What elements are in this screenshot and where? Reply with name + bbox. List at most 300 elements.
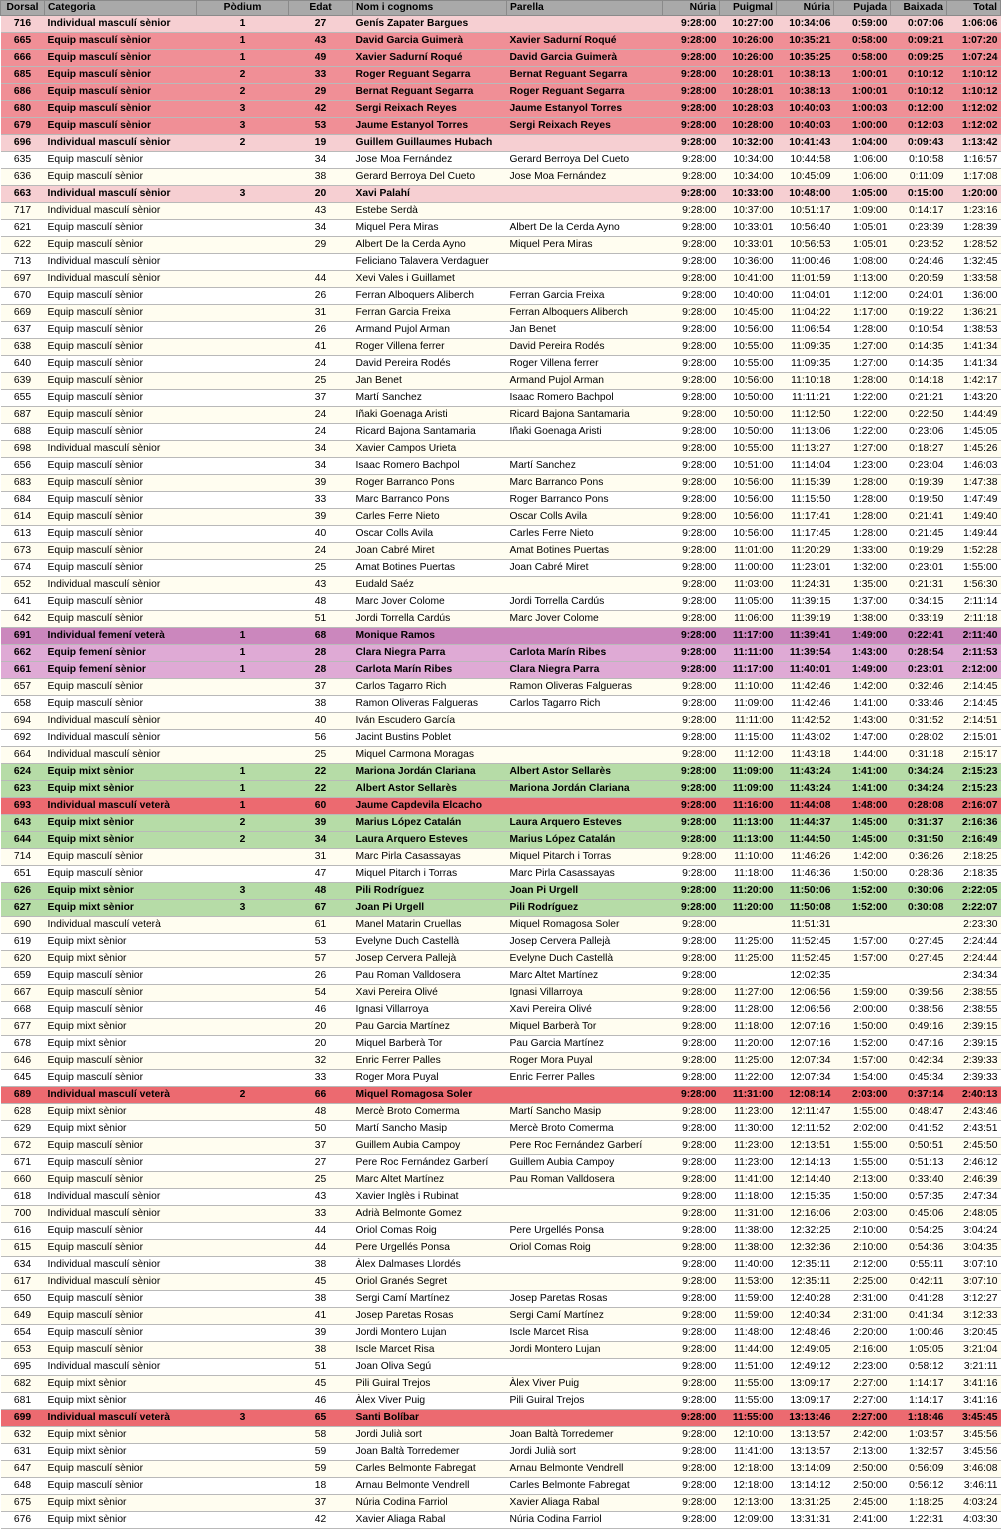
cell-pujada: 2:16:00 [834, 1342, 891, 1359]
cell-nuria-start: 9:28:00 [663, 1410, 720, 1427]
cell-nuria-finish: 13:31:31 [777, 1512, 834, 1529]
cell-nuria-finish: 12:14:40 [777, 1172, 834, 1189]
cell-baixada: 0:41:52 [891, 1121, 947, 1138]
cell-nom: Carlota Marín Ribes [353, 662, 507, 679]
cell-pujada: 1:49:00 [834, 662, 891, 679]
cell-dorsal: 656 [1, 458, 45, 475]
cell-edat: 67 [289, 900, 353, 917]
cell-podium [197, 866, 289, 883]
cell-baixada: 1:18:46 [891, 1410, 947, 1427]
cell-edat: 48 [289, 594, 353, 611]
cell-puigmal: 11:31:00 [720, 1087, 777, 1104]
table-row [1, 1121, 1001, 1138]
cell-podium [197, 1104, 289, 1121]
cell-puigmal: 11:18:00 [720, 1019, 777, 1036]
cell-dorsal: 664 [1, 747, 45, 764]
cell-pujada: 1:13:00 [834, 271, 891, 288]
cell-baixada: 0:21:21 [891, 390, 947, 407]
cell-dorsal: 645 [1, 1070, 45, 1087]
cell-nuria-finish: 13:09:17 [777, 1376, 834, 1393]
cell-total: 2:16:36 [947, 815, 1001, 832]
cell-dorsal: 613 [1, 526, 45, 543]
cell-nom: Amat Botines Puertas [353, 560, 507, 577]
cell-pujada: 1:22:00 [834, 424, 891, 441]
cell-puigmal: 10:26:00 [720, 50, 777, 67]
table-row [1, 152, 1001, 169]
cell-baixada: 0:33:19 [891, 611, 947, 628]
cell-puigmal: 11:55:00 [720, 1376, 777, 1393]
cell-puigmal: 11:53:00 [720, 1274, 777, 1291]
cell-edat: 33 [289, 1070, 353, 1087]
cell-nuria-start: 9:28:00 [663, 577, 720, 594]
cell-dorsal: 624 [1, 764, 45, 781]
cell-nuria-finish: 11:39:41 [777, 628, 834, 645]
cell-pujada: 1:12:00 [834, 288, 891, 305]
cell-puigmal: 10:51:00 [720, 458, 777, 475]
cell-nuria-start: 9:28:00 [663, 543, 720, 560]
cell-pujada: 1:44:00 [834, 747, 891, 764]
table-row [1, 390, 1001, 407]
header-edat: Edat [289, 1, 353, 16]
cell-parella [507, 1206, 663, 1223]
cell-nuria-start: 9:28:00 [663, 390, 720, 407]
cell-baixada [891, 917, 947, 934]
cell-podium: 3 [197, 900, 289, 917]
table-row [1, 1291, 1001, 1308]
table-row [1, 628, 1001, 645]
cell-nom: Xavi Palahí [353, 186, 507, 203]
table-row [1, 1206, 1001, 1223]
cell-puigmal: 11:01:00 [720, 543, 777, 560]
cell-nuria-finish: 12:49:05 [777, 1342, 834, 1359]
cell-edat: 56 [289, 730, 353, 747]
cell-baixada: 1:14:17 [891, 1376, 947, 1393]
cell-categoria: Equip masculí sènior [45, 305, 197, 322]
table-row [1, 1257, 1001, 1274]
cell-edat: 28 [289, 662, 353, 679]
cell-edat: 39 [289, 1325, 353, 1342]
cell-baixada: 0:28:08 [891, 798, 947, 815]
cell-pujada: 2:10:00 [834, 1240, 891, 1257]
cell-edat: 24 [289, 407, 353, 424]
cell-parella: Josep Cervera Pallejà [507, 934, 663, 951]
table-row [1, 356, 1001, 373]
cell-categoria: Individual masculí sènior [45, 1257, 197, 1274]
table-row [1, 1461, 1001, 1478]
cell-puigmal: 11:13:00 [720, 815, 777, 832]
cell-nom: Ignasi Villarroya [353, 1002, 507, 1019]
cell-categoria: Equip mixt sènior [45, 1019, 197, 1036]
cell-nuria-start: 9:28:00 [663, 798, 720, 815]
cell-podium: 3 [197, 883, 289, 900]
cell-categoria: Individual masculí veterà [45, 917, 197, 934]
cell-categoria: Equip mixt sènior [45, 1512, 197, 1529]
cell-nuria-start: 9:28:00 [663, 322, 720, 339]
cell-nuria-start: 9:28:00 [663, 645, 720, 662]
cell-parella: Martí Sancho Masip [507, 1104, 663, 1121]
table-row [1, 1036, 1001, 1053]
cell-categoria: Individual masculí sènior [45, 747, 197, 764]
cell-nuria-finish: 11:42:46 [777, 679, 834, 696]
cell-edat: 59 [289, 1444, 353, 1461]
table-row [1, 492, 1001, 509]
cell-nuria-start: 9:28:00 [663, 67, 720, 84]
cell-parella: Jordi Torrella Cardús [507, 594, 663, 611]
table-row [1, 322, 1001, 339]
cell-baixada: 0:23:52 [891, 237, 947, 254]
cell-categoria: Equip masculí sènior [45, 1342, 197, 1359]
cell-nom: Ricard Bajona Santamaria [353, 424, 507, 441]
cell-total: 2:11:53 [947, 645, 1001, 662]
cell-categoria: Equip masculí sènior [45, 152, 197, 169]
cell-dorsal: 626 [1, 883, 45, 900]
cell-puigmal: 11:38:00 [720, 1223, 777, 1240]
cell-dorsal: 660 [1, 1172, 45, 1189]
cell-baixada: 0:21:31 [891, 577, 947, 594]
cell-nuria-start: 9:28:00 [663, 679, 720, 696]
cell-categoria: Equip masculí sènior [45, 1002, 197, 1019]
cell-dorsal: 678 [1, 1036, 45, 1053]
cell-pujada: 1:28:00 [834, 509, 891, 526]
cell-nom: Oriol Comas Roig [353, 1223, 507, 1240]
cell-pujada: 1:50:00 [834, 866, 891, 883]
table-row [1, 1495, 1001, 1512]
cell-edat: 37 [289, 1138, 353, 1155]
cell-edat: 18 [289, 1478, 353, 1495]
cell-total: 2:48:05 [947, 1206, 1001, 1223]
cell-categoria: Individual masculí sènior [45, 1359, 197, 1376]
cell-pujada: 2:03:00 [834, 1087, 891, 1104]
cell-podium [197, 611, 289, 628]
header-nom: Nom i cognoms [353, 1, 507, 16]
cell-categoria: Equip masculí sènior [45, 696, 197, 713]
cell-categoria: Equip masculí sènior [45, 1138, 197, 1155]
cell-edat: 40 [289, 526, 353, 543]
table-row [1, 203, 1001, 220]
cell-nuria-start: 9:28:00 [663, 118, 720, 135]
cell-categoria: Individual masculí sènior [45, 1189, 197, 1206]
cell-pujada: 2:27:00 [834, 1393, 891, 1410]
cell-dorsal: 697 [1, 271, 45, 288]
cell-parella: Pili Rodríguez [507, 900, 663, 917]
cell-nuria-finish: 11:44:50 [777, 832, 834, 849]
cell-categoria: Equip mixt sènior [45, 900, 197, 917]
cell-pujada: 1:06:00 [834, 152, 891, 169]
cell-nuria-start: 9:28:00 [663, 900, 720, 917]
cell-nuria-start: 9:28:00 [663, 1189, 720, 1206]
cell-total: 2:18:25 [947, 849, 1001, 866]
cell-nuria-start: 9:28:00 [663, 1427, 720, 1444]
cell-dorsal: 653 [1, 1342, 45, 1359]
cell-podium [197, 458, 289, 475]
cell-dorsal: 627 [1, 900, 45, 917]
cell-nuria-start: 9:28:00 [663, 985, 720, 1002]
table-row [1, 220, 1001, 237]
cell-baixada: 0:58:12 [891, 1359, 947, 1376]
cell-nuria-start: 9:28:00 [663, 492, 720, 509]
table-row [1, 1053, 1001, 1070]
cell-nuria-finish: 11:52:45 [777, 951, 834, 968]
table-row [1, 1325, 1001, 1342]
cell-dorsal: 699 [1, 1410, 45, 1427]
cell-parella [507, 1257, 663, 1274]
cell-parella: Pau Roman Valldosera [507, 1172, 663, 1189]
cell-pujada: 1:00:03 [834, 101, 891, 118]
cell-nuria-finish: 11:23:01 [777, 560, 834, 577]
cell-nom: Ramon Oliveras Falgueras [353, 696, 507, 713]
cell-baixada: 0:27:45 [891, 934, 947, 951]
cell-baixada: 0:23:39 [891, 220, 947, 237]
cell-baixada: 0:50:51 [891, 1138, 947, 1155]
cell-parella: Albert Astor Sellarès [507, 764, 663, 781]
cell-puigmal: 11:09:00 [720, 781, 777, 798]
cell-dorsal: 657 [1, 679, 45, 696]
cell-dorsal: 695 [1, 1359, 45, 1376]
cell-podium [197, 1291, 289, 1308]
table-row [1, 934, 1001, 951]
cell-pujada: 2:02:00 [834, 1121, 891, 1138]
cell-pujada: 2:50:00 [834, 1478, 891, 1495]
cell-nuria-start: 9:28:00 [663, 1155, 720, 1172]
cell-podium: 2 [197, 67, 289, 84]
cell-categoria: Equip masculí sènior [45, 407, 197, 424]
cell-categoria: Individual masculí veterà [45, 1410, 197, 1427]
cell-dorsal: 621 [1, 220, 45, 237]
cell-dorsal: 616 [1, 1223, 45, 1240]
cell-edat: 46 [289, 1002, 353, 1019]
cell-nuria-start: 9:28:00 [663, 152, 720, 169]
cell-nuria-start: 9:28:00 [663, 1376, 720, 1393]
cell-nom: Josep Paretas Rosas [353, 1308, 507, 1325]
cell-nom: Roger Villena ferrer [353, 339, 507, 356]
cell-nuria-start: 9:28:00 [663, 883, 720, 900]
cell-baixada: 0:33:46 [891, 696, 947, 713]
cell-pujada: 1:49:00 [834, 628, 891, 645]
cell-baixada: 0:24:01 [891, 288, 947, 305]
cell-pujada: 1:57:00 [834, 934, 891, 951]
cell-baixada: 0:31:50 [891, 832, 947, 849]
cell-nuria-start: 9:28:00 [663, 1087, 720, 1104]
cell-edat: 19 [289, 135, 353, 152]
cell-pujada: 1:41:00 [834, 696, 891, 713]
table-row [1, 1478, 1001, 1495]
cell-nuria-start: 9:28:00 [663, 441, 720, 458]
cell-pujada [834, 917, 891, 934]
cell-dorsal: 658 [1, 696, 45, 713]
cell-pujada: 2:45:00 [834, 1495, 891, 1512]
cell-baixada: 0:34:24 [891, 764, 947, 781]
cell-categoria: Equip masculí sènior [45, 220, 197, 237]
cell-categoria: Equip masculí sènior [45, 611, 197, 628]
cell-parella: Joan Cabré Miret [507, 560, 663, 577]
table-row [1, 1087, 1001, 1104]
cell-podium [197, 322, 289, 339]
cell-nuria-start: 9:28:00 [663, 1172, 720, 1189]
cell-categoria: Individual femení veterà [45, 628, 197, 645]
table-row [1, 594, 1001, 611]
cell-edat: 57 [289, 951, 353, 968]
cell-dorsal: 663 [1, 186, 45, 203]
cell-baixada: 0:39:56 [891, 985, 947, 1002]
cell-nom: Gerard Berroya Del Cueto [353, 169, 507, 186]
cell-parella: Oriol Comas Roig [507, 1240, 663, 1257]
cell-nuria-start: 9:28:00 [663, 832, 720, 849]
cell-puigmal: 10:50:00 [720, 424, 777, 441]
cell-total: 2:24:44 [947, 951, 1001, 968]
cell-podium [197, 373, 289, 390]
cell-parella: Sergi Reixach Reyes [507, 118, 663, 135]
cell-edat: 41 [289, 1308, 353, 1325]
cell-nuria-start: 9:28:00 [663, 1206, 720, 1223]
table-row [1, 1342, 1001, 1359]
table-row [1, 186, 1001, 203]
cell-categoria: Individual masculí veterà [45, 1087, 197, 1104]
cell-parella [507, 730, 663, 747]
cell-baixada: 0:19:29 [891, 543, 947, 560]
cell-pujada: 1:59:00 [834, 985, 891, 1002]
cell-parella: Roger Mora Puyal [507, 1053, 663, 1070]
cell-podium [197, 1257, 289, 1274]
table-row [1, 611, 1001, 628]
cell-total: 2:40:13 [947, 1087, 1001, 1104]
cell-nom: Marc Altet Martínez [353, 1172, 507, 1189]
cell-baixada: 0:19:50 [891, 492, 947, 509]
cell-dorsal: 655 [1, 390, 45, 407]
cell-edat: 45 [289, 1376, 353, 1393]
cell-nuria-start: 9:28:00 [663, 1036, 720, 1053]
cell-nuria-start: 9:28:00 [663, 373, 720, 390]
cell-puigmal: 11:20:00 [720, 883, 777, 900]
cell-edat: 26 [289, 968, 353, 985]
cell-total: 1:06:06 [947, 16, 1001, 33]
cell-categoria: Equip masculí sènior [45, 50, 197, 67]
cell-categoria: Individual masculí sènior [45, 254, 197, 271]
cell-dorsal: 638 [1, 339, 45, 356]
cell-total: 2:14:45 [947, 679, 1001, 696]
cell-edat: 47 [289, 866, 353, 883]
header-nuria-finish: Núria [777, 1, 834, 16]
header-row [1, 1, 1001, 16]
cell-nom: Sergi Camí Martínez [353, 1291, 507, 1308]
cell-podium [197, 747, 289, 764]
cell-categoria: Individual masculí veterà [45, 798, 197, 815]
cell-categoria: Equip masculí sènior [45, 492, 197, 509]
cell-categoria: Equip mixt sènior [45, 1104, 197, 1121]
cell-edat: 38 [289, 1257, 353, 1274]
cell-nuria-finish: 10:34:06 [777, 16, 834, 33]
cell-nuria-start: 9:28:00 [663, 16, 720, 33]
cell-edat: 33 [289, 67, 353, 84]
cell-total: 3:12:33 [947, 1308, 1001, 1325]
cell-categoria: Individual masculí sènior [45, 577, 197, 594]
cell-edat: 44 [289, 271, 353, 288]
cell-nuria-finish: 11:04:22 [777, 305, 834, 322]
table-row [1, 951, 1001, 968]
cell-parella: Mercè Broto Comerma [507, 1121, 663, 1138]
cell-nom: Roger Reguant Segarra [353, 67, 507, 84]
cell-dorsal: 690 [1, 917, 45, 934]
table-row [1, 101, 1001, 118]
cell-nom: Carles Ferre Nieto [353, 509, 507, 526]
cell-puigmal: 10:40:00 [720, 288, 777, 305]
table-row [1, 1002, 1001, 1019]
cell-puigmal: 11:55:00 [720, 1393, 777, 1410]
cell-total: 2:46:12 [947, 1155, 1001, 1172]
cell-podium [197, 1342, 289, 1359]
cell-puigmal: 10:27:00 [720, 16, 777, 33]
table-row [1, 815, 1001, 832]
cell-podium: 2 [197, 832, 289, 849]
cell-categoria: Individual masculí sènior [45, 713, 197, 730]
cell-nuria-finish: 13:09:17 [777, 1393, 834, 1410]
cell-nuria-start: 9:28:00 [663, 713, 720, 730]
cell-pujada: 0:59:00 [834, 16, 891, 33]
cell-nuria-finish: 10:44:58 [777, 152, 834, 169]
cell-nuria-start: 9:28:00 [663, 1325, 720, 1342]
cell-nom: Joan Oliva Segú [353, 1359, 507, 1376]
cell-dorsal: 661 [1, 662, 45, 679]
cell-nom: Carles Belmonte Fabregat [353, 1461, 507, 1478]
cell-puigmal: 11:25:00 [720, 1053, 777, 1070]
cell-pujada: 1:45:00 [834, 815, 891, 832]
cell-pujada: 2:50:00 [834, 1461, 891, 1478]
cell-edat: 48 [289, 883, 353, 900]
cell-dorsal: 683 [1, 475, 45, 492]
cell-nuria-start: 9:28:00 [663, 203, 720, 220]
cell-total: 4:03:24 [947, 1495, 1001, 1512]
cell-categoria: Equip masculí sènior [45, 1223, 197, 1240]
table-row [1, 985, 1001, 1002]
cell-podium [197, 1053, 289, 1070]
cell-categoria: Equip femení sènior [45, 662, 197, 679]
cell-podium [197, 1240, 289, 1257]
cell-parella: Gerard Berroya Del Cueto [507, 152, 663, 169]
cell-podium: 3 [197, 118, 289, 135]
table-row [1, 577, 1001, 594]
cell-puigmal: 11:44:00 [720, 1342, 777, 1359]
cell-nuria-finish: 11:43:18 [777, 747, 834, 764]
cell-puigmal: 11:17:00 [720, 662, 777, 679]
cell-podium [197, 1036, 289, 1053]
cell-parella [507, 186, 663, 203]
cell-total: 1:45:26 [947, 441, 1001, 458]
cell-podium [197, 237, 289, 254]
table-row [1, 866, 1001, 883]
cell-podium [197, 577, 289, 594]
cell-categoria: Individual masculí sènior [45, 271, 197, 288]
table-row [1, 1512, 1001, 1529]
cell-dorsal: 682 [1, 1376, 45, 1393]
cell-nuria-start: 9:28:00 [663, 815, 720, 832]
cell-podium [197, 475, 289, 492]
cell-puigmal: 10:56:00 [720, 322, 777, 339]
cell-pujada: 1:23:00 [834, 458, 891, 475]
cell-pujada: 2:25:00 [834, 1274, 891, 1291]
cell-categoria: Equip masculí sènior [45, 1070, 197, 1087]
cell-edat: 66 [289, 1087, 353, 1104]
cell-nuria-finish: 11:12:50 [777, 407, 834, 424]
cell-edat: 38 [289, 696, 353, 713]
cell-baixada: 0:47:16 [891, 1036, 947, 1053]
cell-edat: 43 [289, 1189, 353, 1206]
cell-parella: Guillem Aubia Campoy [507, 1155, 663, 1172]
cell-podium: 1 [197, 781, 289, 798]
cell-nuria-finish: 10:48:00 [777, 186, 834, 203]
header-nuria-start: Núria [663, 1, 720, 16]
cell-total: 2:38:55 [947, 1002, 1001, 1019]
table-row [1, 798, 1001, 815]
cell-parella: Iscle Marcet Risa [507, 1325, 663, 1342]
